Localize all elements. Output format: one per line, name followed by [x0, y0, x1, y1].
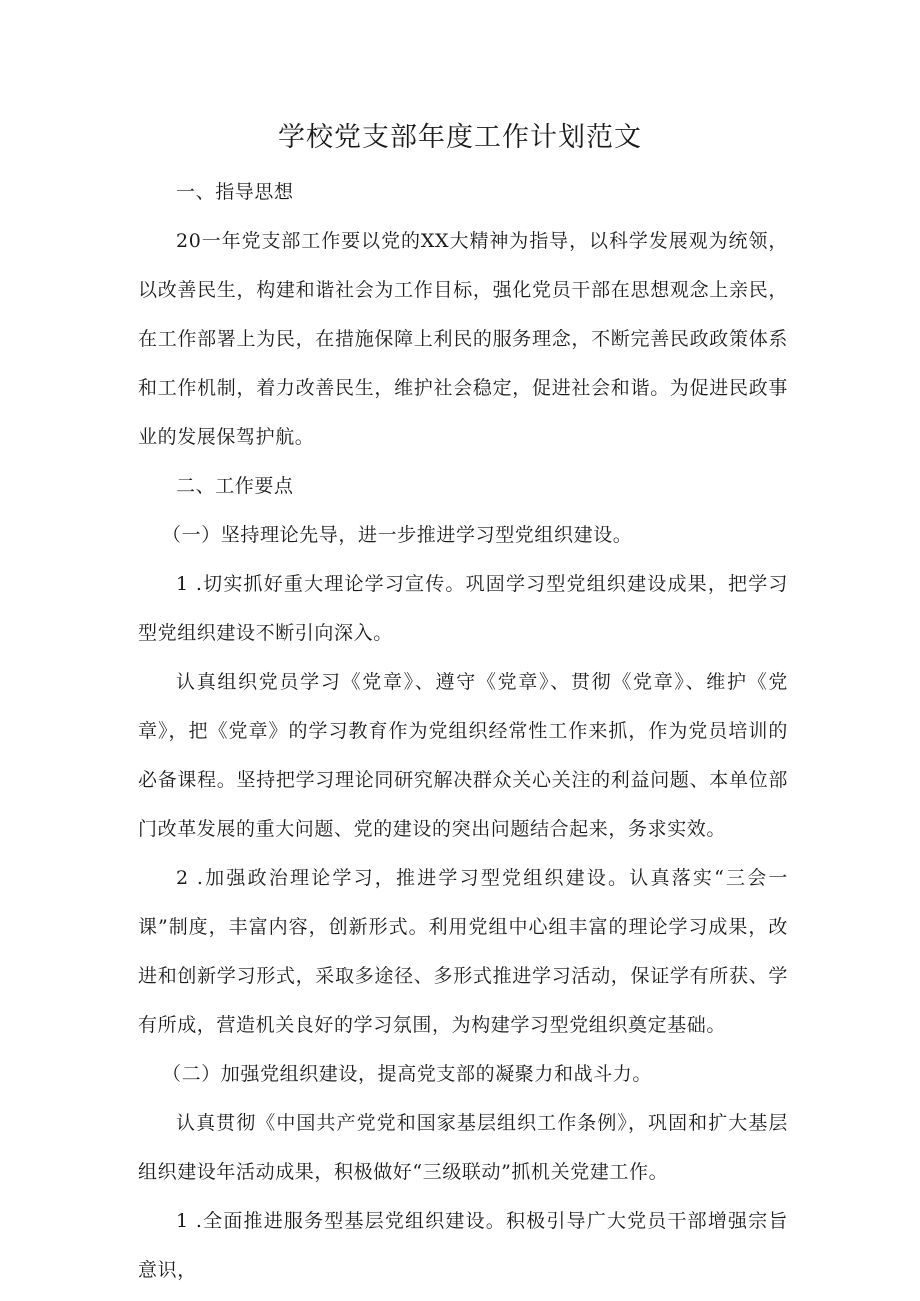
paragraph-guiding-thought: 20一年党支部工作要以党的XX大精神为指导，以科学发展观为统领，以改善民生，构建和谐社会为工作目标，强化党员干部在思想观念上亲民，在工作部署上为民，在措施保障上利民的服务理念，不断完善民政政策体系和工作机制，着力改善民生，维护社会稳定，促进社会和谐。为促进民政事业的发展保驾护航。 — [138, 230, 788, 448]
subheading-theory-first: （一）坚持理论先导，进一步推进学习型党组织建设。 — [162, 524, 633, 546]
paragraph-item-2-political-study: 2 .加强政治理论学习，推进学习型党组织建设。认真落实“三会一课”制度，丰富内容，创新形式。利用党组中心组丰富的理论学习成果，改进和创新学习形式，采取多途径、多形式推进学习活动，保证学有所获、学有所成，营造机关良好的学习氛围，为构建学习型党组织奠定基础。 — [138, 867, 788, 1036]
paragraph-regulations: 认真贯彻《中国共产党党和国家基层组织工作条例》，巩固和扩大基层组织建设年活动成果，积极做好“三级联动”抓机关党建工作。 — [138, 1112, 788, 1183]
section-heading-guiding-thought: 一、指导思想 — [176, 181, 294, 203]
section-heading-work-points: 二、工作要点 — [176, 475, 294, 497]
paragraph-item-1-theory-study: 1 .切实抓好重大理论学习宣传。巩固学习型党组织建设成果，把学习型党组织建设不断引向深入。 — [138, 573, 788, 644]
paragraph-item-1-service-organization: 1 .全面推进服务型基层党组织建设。积极引导广大党员干部增强宗旨意识， — [138, 1210, 788, 1281]
paragraph-party-constitution-study: 认真组织党员学习《党章》、遵守《党章》、贯彻《党章》、维护《党章》，把《党章》的学习教育作为党组织经常性工作来抓，作为党员培训的必备课程。坚持把学习理论同研究解决群众关心关注的利益问题、本单位部门改革发展的重大问题、党的建设的突出问题结合起来，务求实效。 — [138, 671, 788, 840]
document-body — [138, 168, 788, 1295]
document-title: 学校党支部年度工作计划范文 — [278, 122, 642, 153]
subheading-organization-building: （二）加强党组织建设，提高党支部的凝聚力和战斗力。 — [162, 1063, 653, 1085]
